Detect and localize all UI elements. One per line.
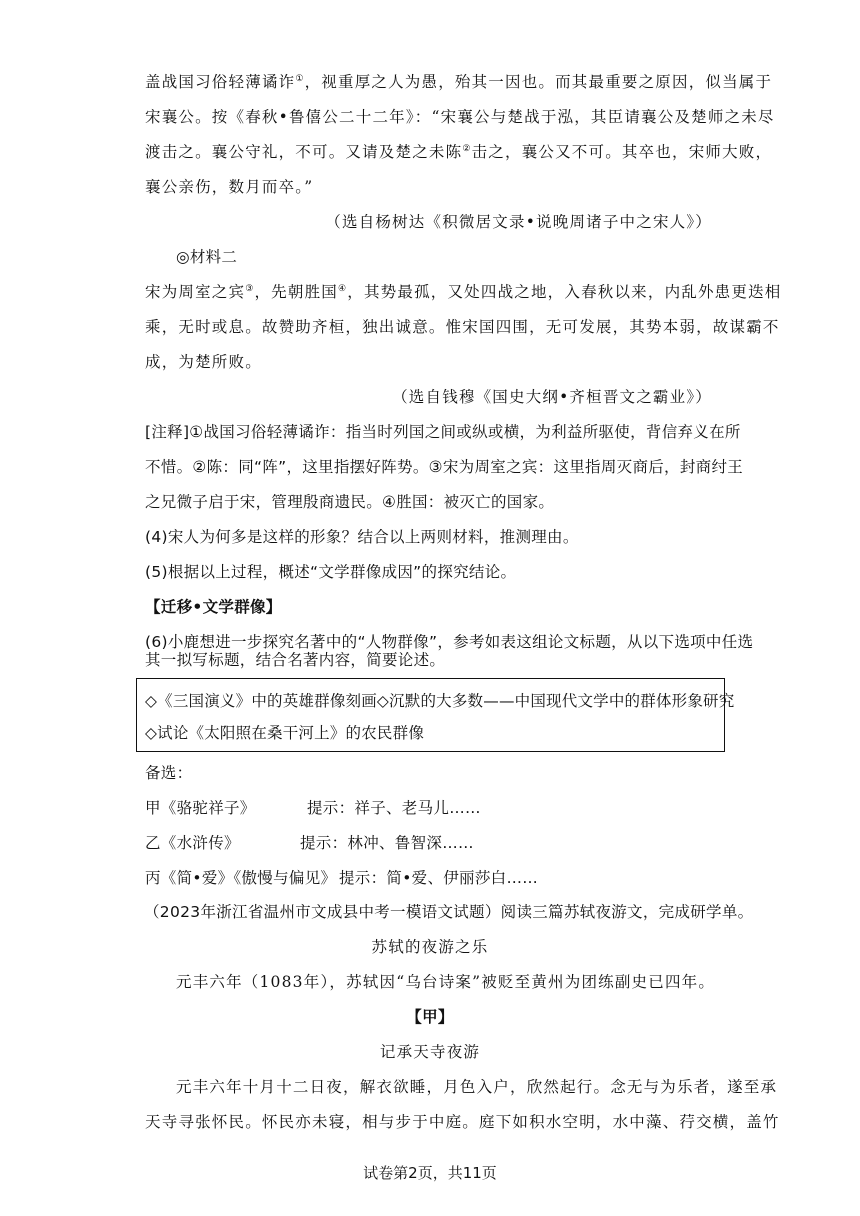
option-bing-hint: 提示：简•爱、伊丽莎白…… [339, 869, 539, 887]
notes-line-3: 之兄微子启于宋，管理殷商遗民。④胜国：被灭亡的国家。 [145, 493, 555, 511]
notes-line-1: [注释]①战国习俗轻薄谲诈：指当时列国之间或纵或横，为利益所驱使，背信弃义在所 [145, 423, 741, 441]
notes-line-2: 不惜。②陈：同“阵”，这里指摆好阵势。③宋为周室之宾：这里指周灭商后，封商纣王 [145, 458, 744, 476]
text-jia-title: 记承天寺夜游 [379, 1043, 481, 1061]
essay-context: 元丰六年（1083年），苏轼因“乌台诗案”被贬至黄州为团练副史已四年。 [176, 973, 716, 991]
material-one-line-1: 盖战国习俗轻薄谲诈①，视重厚之人为愚，殆其一因也。而其最重要之原因，似当属于 [145, 73, 773, 91]
option-bing: 丙《简•爱》《傲慢与偏见》 [145, 869, 337, 887]
option-jia: 甲《骆驼祥子》 [145, 799, 256, 817]
question-5: (5)根据以上过程，概述“文学群像成因”的探究结论。 [145, 563, 517, 581]
next-question-intro: （2023年浙江省温州市文成县中考一模语文试题）阅读三篇苏轼夜游文，完成研学单。 [144, 903, 754, 921]
material-one-line-4: 襄公亲伤，数月而卒。” [145, 178, 314, 196]
option-jia-hint: 提示：祥子、老马儿…… [307, 799, 481, 817]
question-6-line-1: (6)小鹿想进一步探究名著中的“人物群像”，参考如表这组论文标题，从以下选项中任选 [145, 633, 754, 651]
material-two-line-3: 成，为楚所败。 [145, 353, 262, 371]
material-one-source: （选自杨树达《积微居文录•说晚周诸子中之宋人》） [325, 213, 712, 231]
material-two-heading: ◎材料二 [176, 248, 238, 266]
option-yi-hint: 提示：林冲、鲁智深…… [300, 834, 474, 852]
text-jia-line-1: 元丰六年十月十二日夜，解衣欲睡，月色入户，欣然起行。念无与为乐者，遂至承 [176, 1078, 778, 1096]
paper-title-row-1: ◇《三国演义》中的英雄群像刻画◇沉默的大多数——中国现代文学中的群体形象研究 [145, 692, 735, 710]
essay-title: 苏轼的夜游之乐 [371, 938, 489, 956]
material-two-line-1: 宋为周室之宾③，先朝胜国④，其势最孤，又处四战之地，入春秋以来，内乱外患更迭相 [145, 283, 782, 301]
material-one-line-3: 渡击之。襄公守礼，不可。又请及楚之未陈②击之，襄公又不可。其卒也，宋师大败， [145, 143, 773, 161]
question-6-line-2: 其一拟写标题，结合名著内容，简要论述。 [145, 651, 446, 669]
material-one-line-2: 宋襄公。按《春秋•鲁僖公二十二年》：“宋襄公与楚战于泓，其臣请襄公及楚师之未尽 [145, 108, 775, 126]
options-label: 备选： [145, 764, 193, 782]
paper-title-box [136, 678, 735, 752]
paper-title-row-2: ◇试论《太阳照在桑干河上》的农民群像 [145, 724, 425, 742]
page-footer: 试卷第2页，共11页 [363, 1164, 497, 1182]
material-two-line-2: 乘，无时或息。故赞助齐桓，独出诚意。惟宋国四围，无可发展，其势本弱，故谋霸不 [145, 318, 780, 336]
text-jia-line-2: 天寺寻张怀民。怀民亦未寝，相与步于中庭。庭下如积水空明，水中藻、荇交横，盖竹 [145, 1113, 780, 1131]
section-heading: 【迁移•文学群像】 [145, 598, 282, 616]
text-jia-label: 【甲】 [406, 1008, 454, 1026]
option-yi: 乙《水浒传》 [145, 834, 240, 852]
question-4: (4)宋人为何多是这样的形象？结合以上两则材料，推测理由。 [145, 528, 579, 546]
material-two-source: （选自钱穆《国史大纲•齐桓晋文之霸业》） [392, 388, 712, 406]
